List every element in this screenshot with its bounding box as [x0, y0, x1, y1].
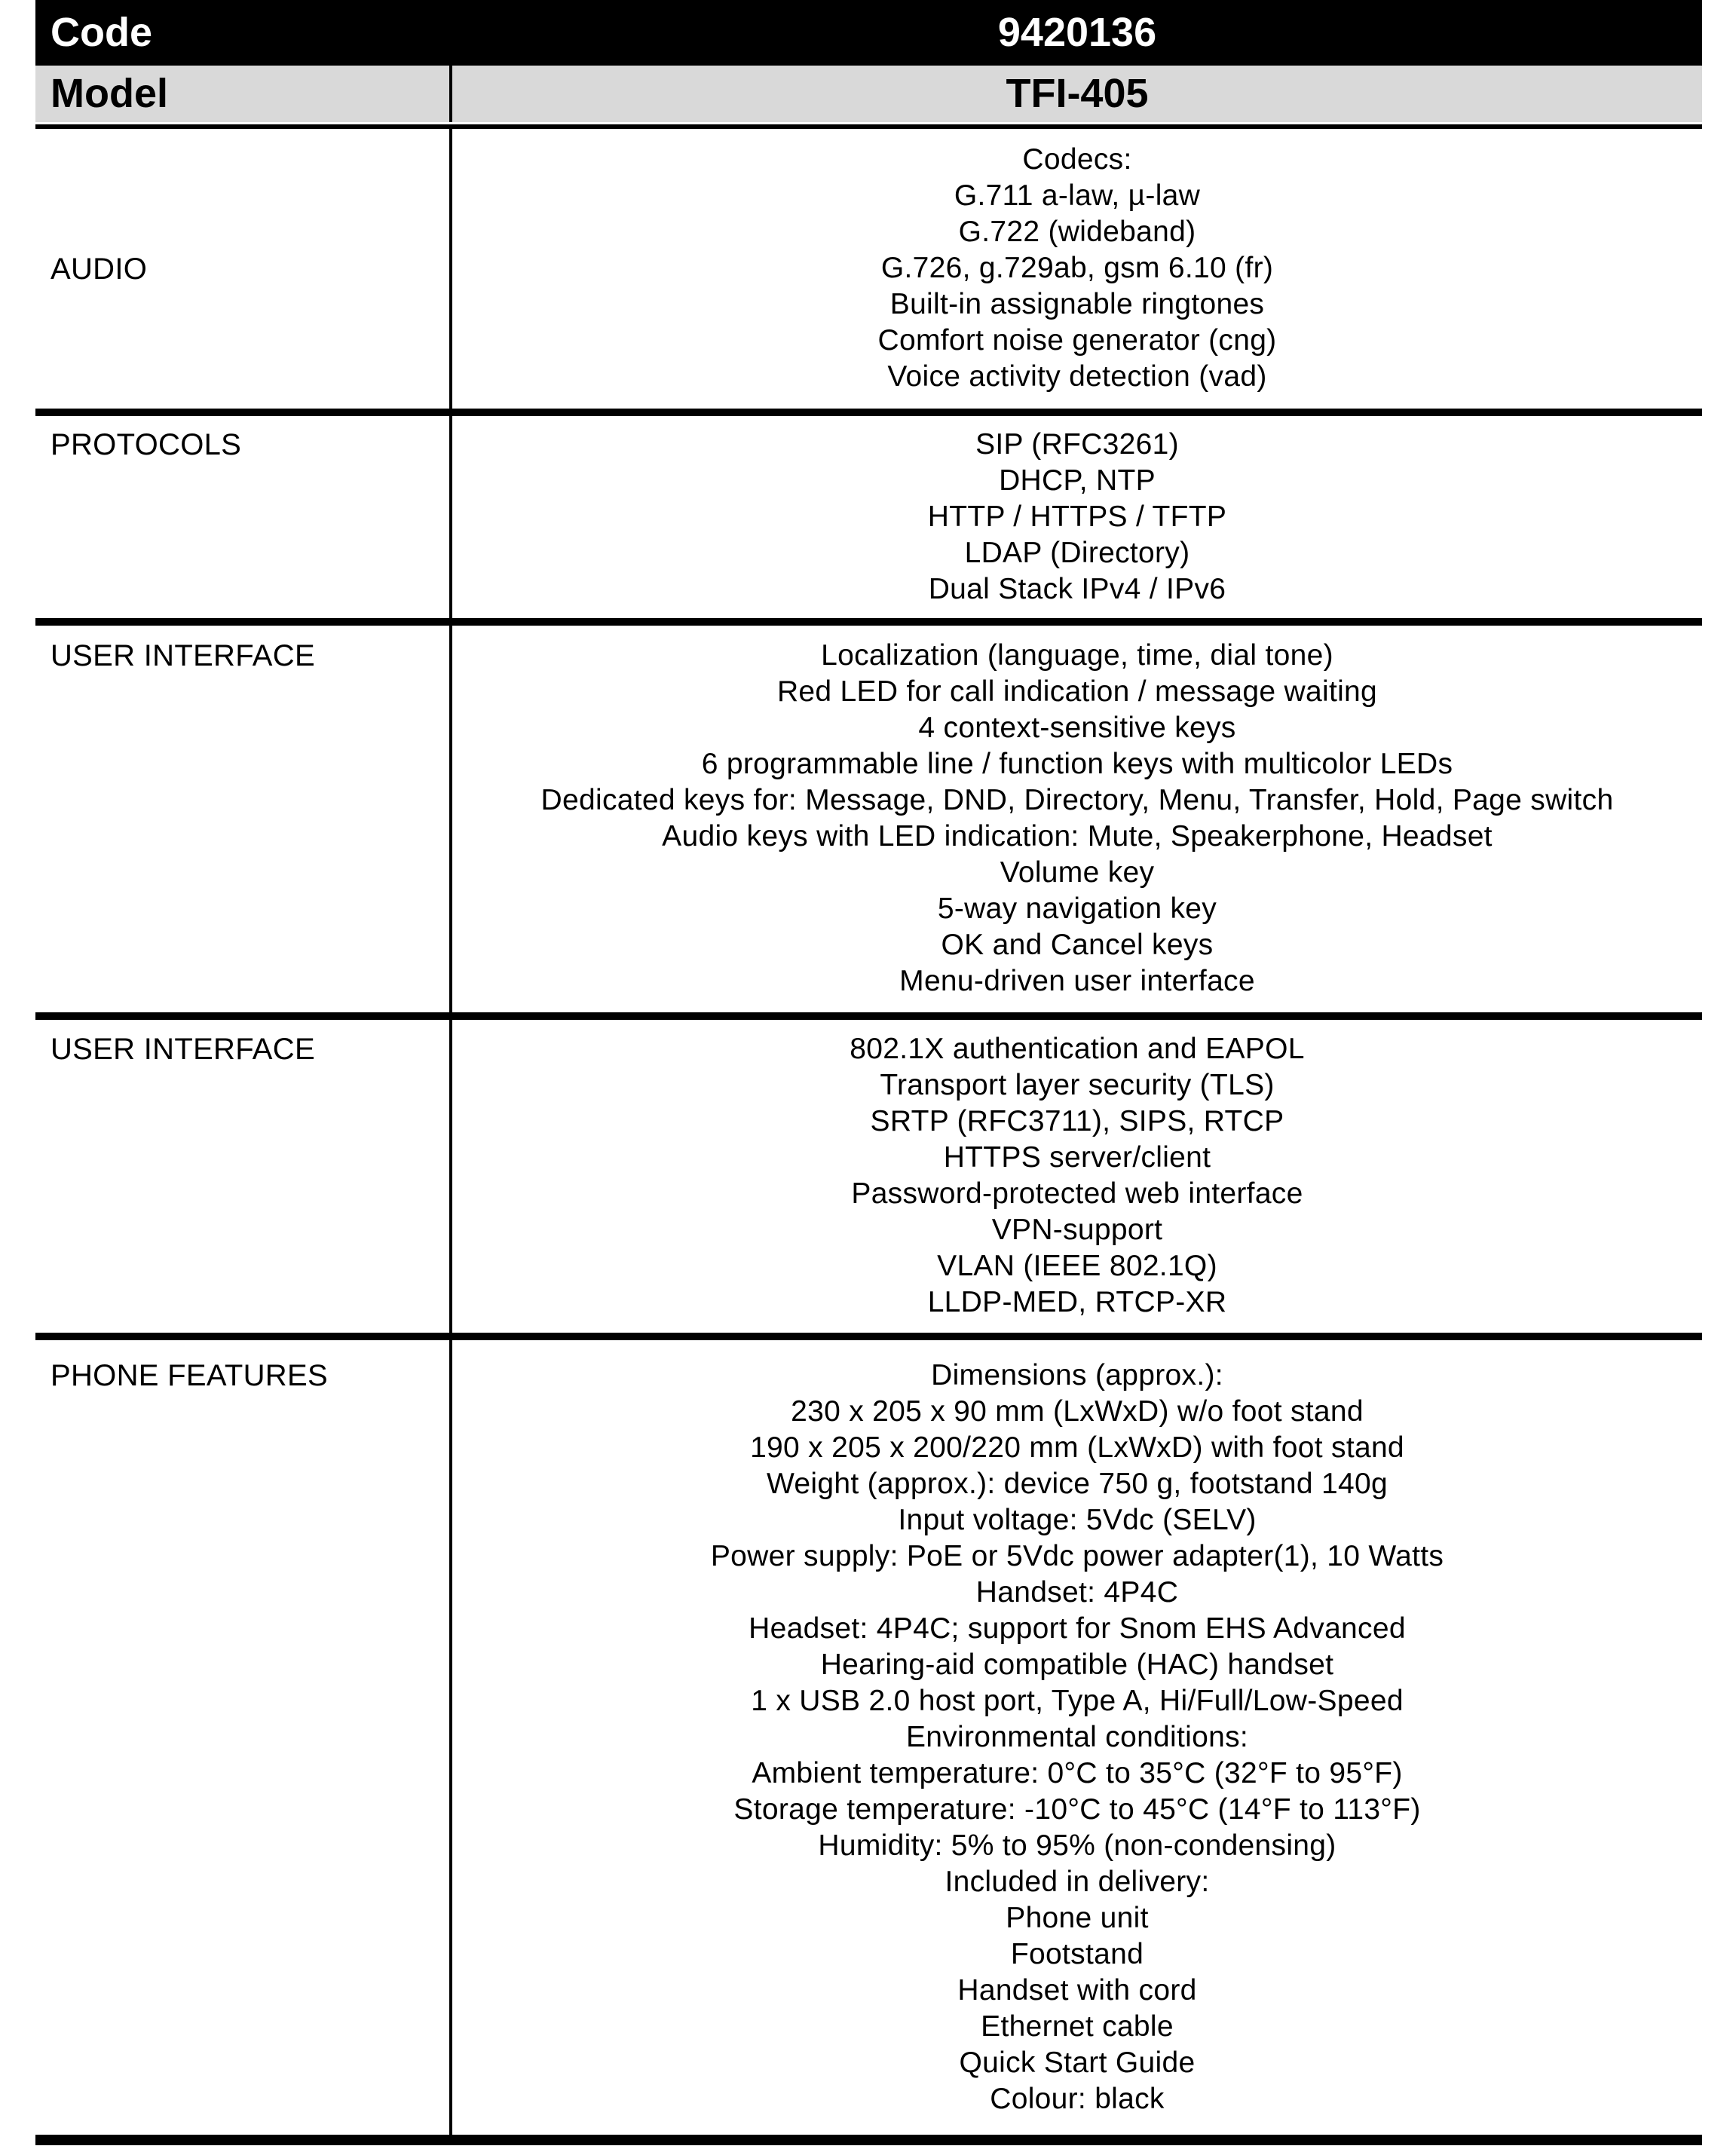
- spec-line: Transport layer security (TLS): [880, 1069, 1275, 1101]
- spec-line: 4 context-sensitive keys: [918, 712, 1236, 744]
- spec-line: G.722 (wideband): [958, 216, 1196, 248]
- spec-line: VPN-support: [991, 1214, 1163, 1246]
- phone-features-content: [449, 1340, 1702, 2135]
- code-value: 9420136: [997, 10, 1157, 55]
- model-value-cell: [449, 66, 1702, 122]
- model-label: Model: [51, 71, 168, 116]
- user-interface-1-content: [449, 626, 1702, 1012]
- spec-line: DHCP, NTP: [999, 464, 1156, 497]
- user-interface-1-section-label: USER INTERFACE: [51, 639, 315, 672]
- spec-line: SIP (RFC3261): [975, 428, 1179, 461]
- user-interface-2-section-label: USER INTERFACE: [51, 1033, 315, 1066]
- spec-line: Input voltage: 5Vdc (SELV): [898, 1504, 1257, 1536]
- phone-features-label-cell: [35, 1340, 449, 2135]
- spec-line: Dual Stack IPv4 / IPv6: [928, 573, 1226, 605]
- section-row-audio: [35, 129, 1702, 409]
- user-interface-1-label-cell: [35, 626, 449, 1012]
- spec-line: Included in delivery:: [945, 1866, 1210, 1898]
- spec-line: Colour: black: [990, 2083, 1165, 2115]
- spec-line: Weight (approx.): device 750 g, footstand 140g: [767, 1468, 1388, 1500]
- spec-line: G.711 a-law, µ-law: [954, 179, 1201, 212]
- phone-features-section-label: PHONE FEATURES: [51, 1359, 328, 1392]
- spec-line: Localization (language, time, dial tone): [821, 639, 1333, 672]
- spec-line: Storage temperature: -10°C to 45°C (14°F to 113°F): [733, 1793, 1421, 1826]
- user-interface-2-content: [449, 1020, 1702, 1333]
- model-value: TFI-405: [1006, 71, 1149, 116]
- spec-table: [35, 0, 1702, 2145]
- spec-line: Volume key: [1000, 856, 1155, 889]
- spec-line: Phone unit: [1006, 1902, 1149, 1934]
- spec-line: 190 x 205 x 200/220 mm (LxWxD) with foot stand: [750, 1431, 1404, 1464]
- spec-line: Footstand: [1010, 1938, 1144, 1970]
- code-label-cell: [35, 0, 449, 66]
- spec-line: Comfort noise generator (cng): [877, 324, 1277, 357]
- spec-line: 802.1X authentication and EAPOL: [850, 1033, 1305, 1065]
- spec-line: 1 x USB 2.0 host port, Type A, Hi/Full/Low-Speed: [751, 1685, 1404, 1717]
- protocols-content: [449, 416, 1702, 618]
- spec-line: Humidity: 5% to 95% (non-condensing): [818, 1829, 1336, 1862]
- row-separator: [35, 1333, 1702, 1340]
- spec-line: Dimensions (approx.):: [931, 1359, 1223, 1391]
- spec-line: Quick Start Guide: [959, 2047, 1196, 2079]
- code-value-cell: [449, 0, 1702, 66]
- spec-line: 6 programmable line / function keys with multicolor LEDs: [701, 748, 1453, 780]
- section-row-user-interface-1: [35, 626, 1702, 1012]
- spec-line: HTTPS server/client: [943, 1141, 1211, 1174]
- spec-line: 5-way navigation key: [937, 892, 1217, 925]
- spec-line: VLAN (IEEE 802.1Q): [937, 1250, 1217, 1282]
- audio-label-cell: [35, 129, 449, 409]
- spec-line: Menu-driven user interface: [899, 965, 1255, 997]
- spec-line: Red LED for call indication / message waiting: [776, 675, 1378, 708]
- section-row-protocols: [35, 416, 1702, 618]
- user-interface-2-label-cell: [35, 1020, 449, 1333]
- spec-line: LLDP-MED, RTCP-XR: [927, 1286, 1227, 1318]
- table-bottom-border: [35, 2135, 1702, 2145]
- spec-line: 230 x 205 x 90 mm (LxWxD) w/o foot stand: [791, 1395, 1364, 1428]
- spec-line: Built-in assignable ringtones: [889, 288, 1265, 320]
- header-row-code: [35, 0, 1702, 66]
- spec-line: Ethernet cable: [981, 2010, 1174, 2043]
- row-separator: [35, 618, 1702, 626]
- spec-line: Dedicated keys for: Message, DND, Directory, Menu, Transfer, Hold, Page switch: [540, 784, 1614, 816]
- spec-line: Voice activity detection (vad): [887, 360, 1267, 393]
- spec-line: SRTP (RFC3711), SIPS, RTCP: [870, 1105, 1284, 1137]
- audio-content: [449, 129, 1702, 409]
- spec-line: G.726, g.729ab, gsm 6.10 (fr): [880, 252, 1274, 284]
- spec-line: Headset: 4P4C; support for Snom EHS Advanced: [749, 1612, 1406, 1645]
- spec-line: Ambient temperature: 0°C to 35°C (32°F to 95°F): [752, 1757, 1403, 1789]
- spec-line: Handset: 4P4C: [975, 1576, 1179, 1609]
- model-label-cell: [35, 66, 449, 122]
- protocols-section-label: PROTOCOLS: [51, 428, 242, 461]
- spec-line: Codecs:: [1022, 143, 1132, 176]
- section-row-phone-features: [35, 1340, 1702, 2135]
- spec-line: Audio keys with LED indication: Mute, Speakerphone, Headset: [662, 820, 1493, 853]
- spec-line: OK and Cancel keys: [941, 929, 1214, 961]
- spec-line: Password-protected web interface: [851, 1177, 1303, 1210]
- header-row-model: [35, 66, 1702, 122]
- spec-line: HTTP / HTTPS / TFTP: [927, 501, 1227, 533]
- code-label: Code: [51, 10, 152, 55]
- spec-line: LDAP (Directory): [964, 537, 1190, 569]
- spec-line: Environmental conditions:: [905, 1721, 1249, 1753]
- row-separator: [35, 1012, 1702, 1020]
- spec-line: Hearing-aid compatible (HAC) handset: [820, 1649, 1334, 1681]
- section-row-user-interface-2: [35, 1020, 1702, 1333]
- audio-section-label: AUDIO: [51, 252, 148, 286]
- spec-line: Power supply: PoE or 5Vdc power adapter(1), 10 Watts: [710, 1540, 1444, 1572]
- row-separator: [35, 409, 1702, 416]
- protocols-label-cell: [35, 416, 449, 618]
- spec-line: Handset with cord: [957, 1974, 1197, 2007]
